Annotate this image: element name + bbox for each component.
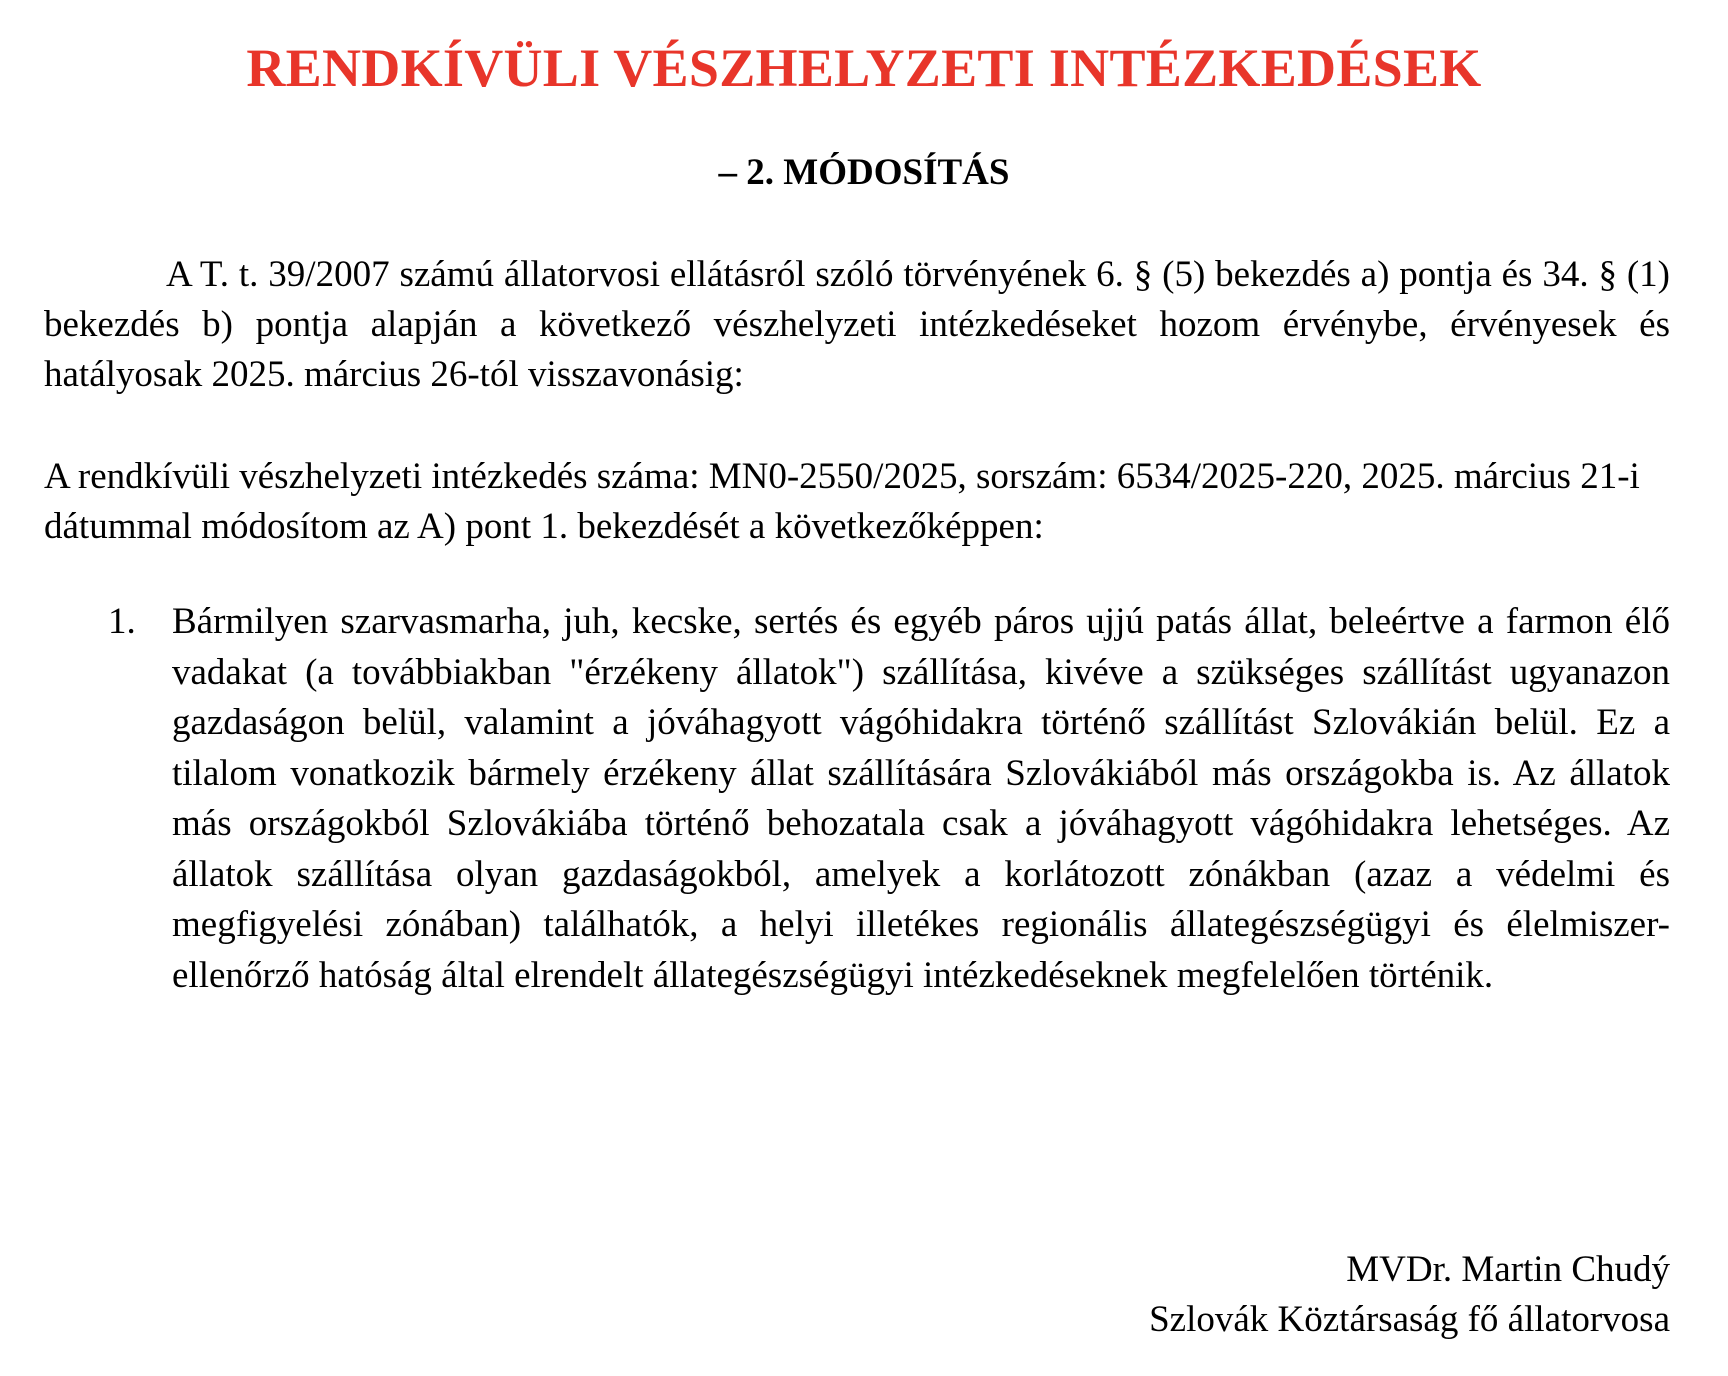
list-item-text: Bármilyen szarvasmarha, juh, kecske, sertés és egyéb páros ujjú patás állat, beleértve a farmon élő vadakat (a továbbiakban "érzékeny állatok") szállítása, kivéve a szükséges szállítást ugyanazon gazdaságon belül, valamint a jóváhagyott vágóhidakra történő szállítást Szlovákián belül. Ez a tilalom vonatkozik bármely érzékeny állat szállítására Szlovákiából más országokba is. Az állatok más országokból Szlovákiába történő behozatala csak a jóváhagyott vágóhidakra lehetséges. Az állatok szállítása olyan gazdaságokból, amelyek a korlátozott zónákban (azaz a védelmi és megfigyelési zónában) találhatók, a helyi illetékes regionális állategészségügyi és élelmiszer-ellenőrző hatóság által elrendelt állategészségügyi intézkedéseknek megfelelően történik.	[172, 601, 1670, 996]
signature-block	[1149, 1245, 1670, 1345]
decision-paragraph: A rendkívüli vészhelyzeti intézkedés száma: MN0-2550/2025, sorszám: 6534/2025-220, 2025. március 21-i dátummal módosítom az A) pont 1. bekezdését a következőképpen:	[44, 456, 1640, 547]
document-subtitle: – 2. MÓDOSÍTÁS	[718, 152, 1010, 193]
signatory-name: MVDr. Martin Chudý	[1346, 1249, 1670, 1290]
intro-paragraph: A T. t. 39/2007 számú állatorvosi ellátásról szóló törvényének 6. § (5) bekezdés a) pontja és 34. § (1) bekezdés b) pontja alapján a következő vészhelyzeti intézkedéseket hozom érvénybe, érvényesek és hatályosak 2025. március 26-tól visszavonásig:	[44, 254, 1670, 395]
signatory-position: Szlovák Köztársaság fő állatorvosa	[1149, 1299, 1670, 1340]
amendment-list	[44, 597, 1670, 1001]
list-item	[44, 597, 1670, 1001]
list-item-number: 1.	[108, 601, 136, 642]
document-title: RENDKÍVÜLI VÉSZHELYZETI INTÉZKEDÉSEK	[246, 38, 1482, 98]
